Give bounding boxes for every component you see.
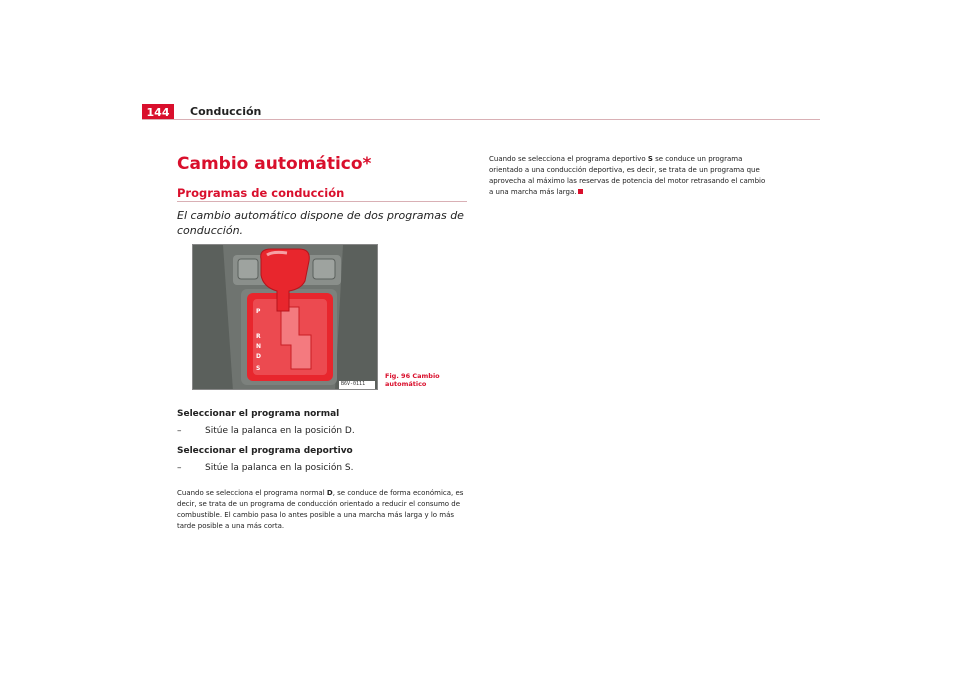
gear-lever-illustration [193,245,378,390]
header-divider [142,119,820,120]
gear-label-r: R [256,333,261,340]
paragraph-sport-program: Cuando se selecciona el programa deportivo S se conduce un programa orientado a una conducción deportiva, es decir, se trata de un programa que aprovecha al máximo las reservas de potencia del motor retrasando el cambio a una marcha más larga. [489,155,766,196]
section-end-icon [578,189,583,194]
figure-caption: Fig. 96 Cambio automático [385,372,440,388]
instruction-step-sport: – Sitúe la palanca en la posición S. [177,463,354,473]
intro-text: El cambio automático dispone de dos programas de conducción. [177,209,464,237]
gear-label-p: P [256,308,261,315]
figure-code: B6V-0111 [341,381,366,387]
page-header-title: Conducción [190,105,262,118]
paragraph-normal-program: Cuando se selecciona el programa normal D, se conduce de forma económica, es decir, se trata de un programa de conducción orientado a reducir el consumo de combustible. El cambio pasa lo antes posible a una marcha más larga y lo más tarde posible a una más corta. [177,489,464,530]
gear-label-n: N [256,343,262,350]
gear-lever-figure [192,244,378,390]
subtitle-divider [177,201,467,202]
instruction-label-normal: Seleccionar el programa normal [177,409,340,419]
instruction-step-normal: – Sitúe la palanca en la posición D. [177,426,355,436]
instruction-label-sport: Seleccionar el programa deportivo [177,446,353,456]
section-title: Cambio automático* [177,154,372,174]
gear-label-s: S [256,365,261,372]
section-subtitle: Programas de conducción [177,186,345,200]
gear-label-d: D [256,353,261,360]
page-number-badge: 144 [142,104,174,120]
